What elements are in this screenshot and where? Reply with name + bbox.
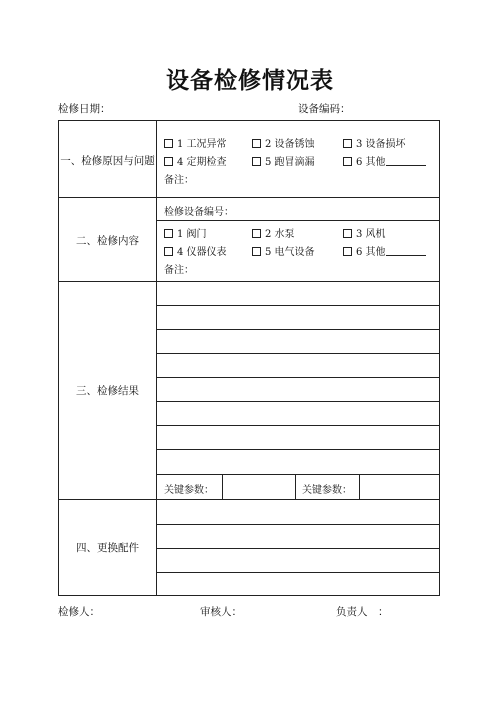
result-line [156, 425, 439, 426]
parts-line [156, 548, 439, 549]
param-divider [222, 474, 223, 499]
inspector-label: 检修人： [58, 606, 100, 618]
section-label-content: 二、检修内容 [76, 235, 139, 247]
result-line [156, 449, 439, 450]
param-divider [295, 474, 296, 499]
reason-note-label: 备注： [164, 175, 194, 186]
equipment-code-label: 设备编码： [298, 103, 351, 115]
other-blank[interactable] [386, 246, 426, 256]
checkbox-reason-2[interactable]: 2 设备锈蚀 [252, 135, 315, 150]
checkbox-reason-6[interactable]: 6 其他 [343, 153, 426, 168]
param-divider [359, 474, 360, 499]
section-divider [59, 281, 439, 282]
section-divider [59, 197, 439, 198]
section-label-parts: 四、更换配件 [76, 542, 139, 554]
reviewer-label: 审核人： [200, 606, 242, 618]
content-note-label: 备注： [164, 265, 194, 276]
section-divider [59, 499, 439, 500]
result-line [156, 305, 439, 306]
checkbox-reason-4[interactable]: 4 定期检查 [164, 153, 227, 168]
device-no-label: 检修设备编号： [164, 207, 234, 218]
checkbox-content-1[interactable]: 1 阀门 [164, 225, 207, 240]
key-param-label-1: 关键参数： [164, 485, 214, 496]
parts-line [156, 572, 439, 573]
result-line [156, 353, 439, 354]
checkbox-reason-5[interactable]: 5 跑冒滴漏 [252, 153, 315, 168]
checkbox-content-6[interactable]: 6 其他 [343, 243, 426, 258]
form-title: 设备检修情况表 [166, 67, 334, 94]
checkbox-content-3[interactable]: 3 风机 [343, 225, 386, 240]
checkbox-reason-1[interactable]: 1 工况异常 [164, 135, 227, 150]
parts-line [156, 524, 439, 525]
checkbox-content-5[interactable]: 5 电气设备 [252, 243, 315, 258]
date-label: 检修日期： [58, 103, 111, 115]
result-line [156, 377, 439, 378]
checkbox-reason-3[interactable]: 3 设备损坏 [343, 135, 406, 150]
checkbox-content-4[interactable]: 4 仪器仪表 [164, 243, 227, 258]
result-line [156, 329, 439, 330]
result-line [156, 474, 439, 475]
key-param-label-2: 关键参数： [302, 485, 352, 496]
responsible-label: 负责人 ： [336, 606, 389, 618]
form-table [58, 120, 440, 596]
section-label-reason: 一、检修原因与问题 [60, 155, 155, 167]
checkbox-content-2[interactable]: 2 水泵 [252, 225, 295, 240]
row-divider [156, 220, 439, 221]
other-blank[interactable] [386, 156, 426, 166]
result-line [156, 401, 439, 402]
section-label-result: 三、检修结果 [76, 385, 139, 397]
